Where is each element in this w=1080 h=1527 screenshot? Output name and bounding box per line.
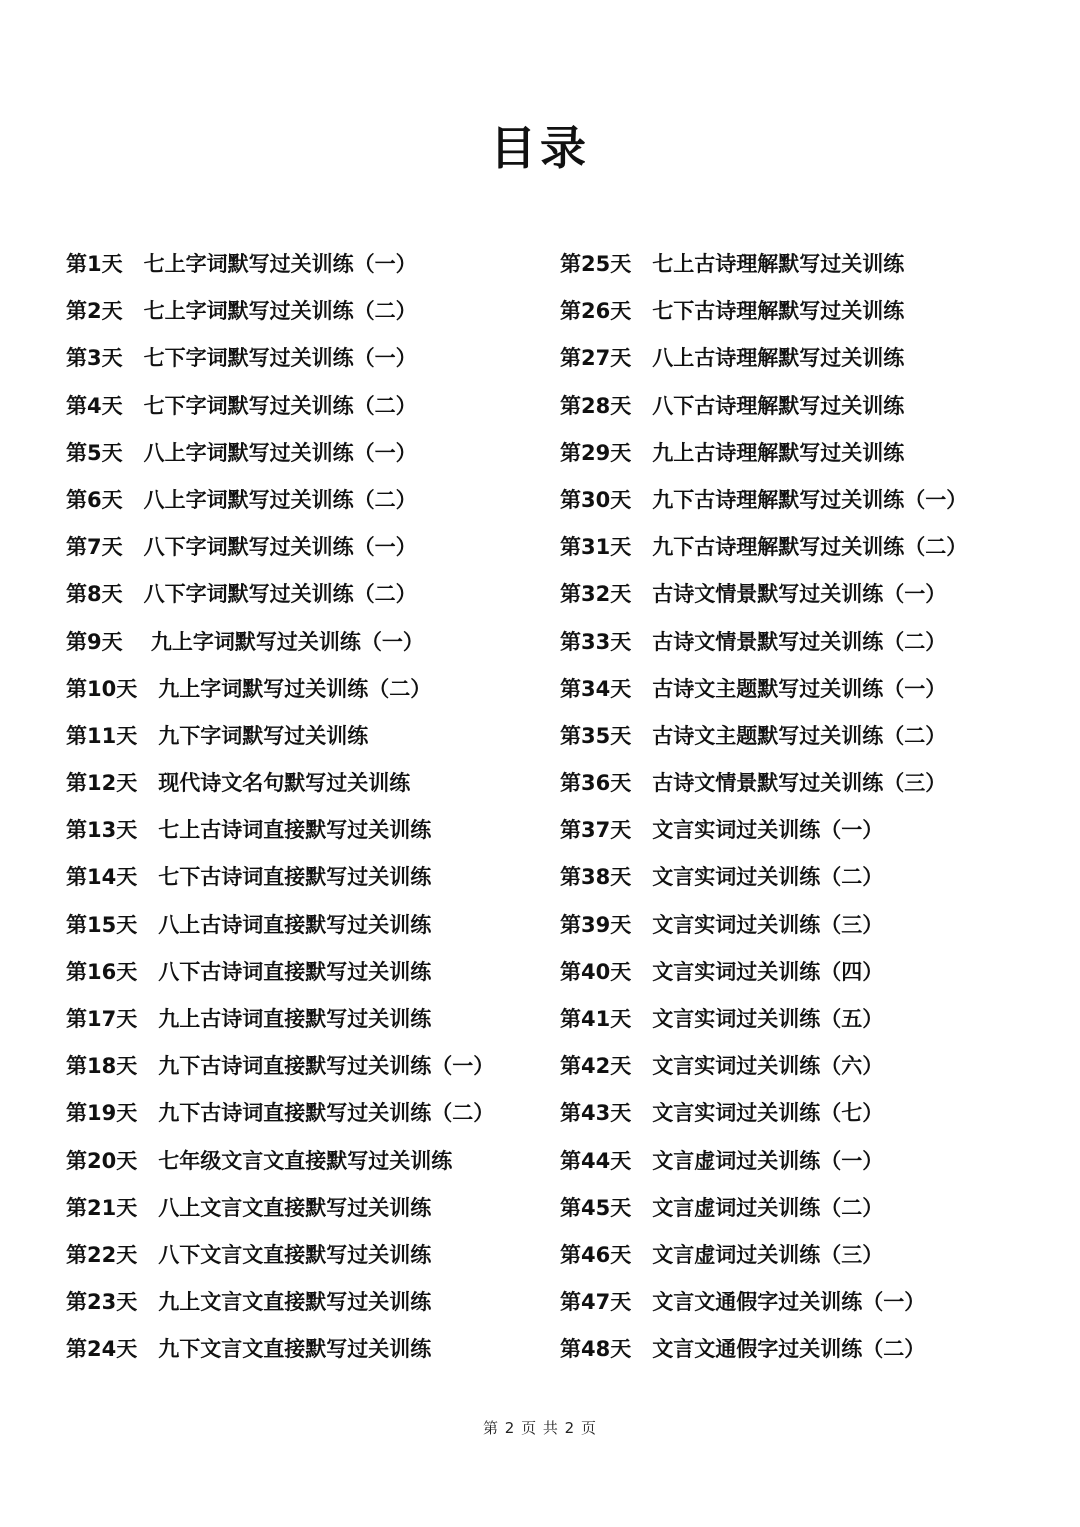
toc-entry[interactable]: 第5天 八上字词默写过关训练（一） bbox=[66, 440, 417, 465]
toc-entry[interactable]: 第27天 八上古诗理解默写过关训练 bbox=[560, 346, 905, 371]
toc-entry[interactable]: 第7天 八下字词默写过关训练（一） bbox=[66, 535, 417, 560]
toc-entry[interactable]: 第43天 文言实词过关训练（七） bbox=[560, 1101, 884, 1126]
toc-entry[interactable]: 第14天 七下古诗词直接默写过关训练 bbox=[66, 865, 432, 890]
toc-entry[interactable]: 第47天 文言文通假字过关训练（一） bbox=[560, 1290, 926, 1315]
toc-entry[interactable]: 第20天 七年级文言文直接默写过关训练 bbox=[66, 1148, 453, 1173]
toc-entry[interactable]: 第36天 古诗文情景默写过关训练（三） bbox=[560, 771, 947, 796]
toc-entry[interactable]: 第8天 八下字词默写过关训练（二） bbox=[66, 582, 417, 607]
toc-entry[interactable]: 第15天 八上古诗词直接默写过关训练 bbox=[66, 912, 432, 937]
toc-entry[interactable]: 第6天 八上字词默写过关训练（二） bbox=[66, 487, 417, 512]
toc-entry[interactable]: 第11天 九下字词默写过关训练 bbox=[66, 723, 369, 748]
toc-entry[interactable]: 第33天 古诗文情景默写过关训练（二） bbox=[560, 629, 947, 654]
toc-entry[interactable]: 第29天 九上古诗理解默写过关训练 bbox=[560, 440, 905, 465]
toc-entry[interactable]: 第39天 文言实词过关训练（三） bbox=[560, 912, 884, 937]
toc-entry[interactable]: 第37天 文言实词过关训练（一） bbox=[560, 818, 884, 843]
page-footer: 第 2 页 共 2 页 bbox=[483, 1419, 597, 1437]
toc-entry[interactable]: 第45天 文言虚词过关训练（二） bbox=[560, 1195, 884, 1220]
toc-entry[interactable]: 第46天 文言虚词过关训练（三） bbox=[560, 1242, 884, 1267]
toc-entry[interactable]: 第17天 九上古诗词直接默写过关训练 bbox=[66, 1007, 432, 1031]
toc-entry[interactable]: 第2天 七上字词默写过关训练（二） bbox=[66, 299, 417, 324]
toc-entry[interactable]: 第9天 九上字词默写过关训练（一） bbox=[66, 629, 424, 654]
toc-entry[interactable]: 第24天 九下文言文直接默写过关训练 bbox=[66, 1337, 432, 1362]
toc-entry[interactable]: 第32天 古诗文情景默写过关训练（一） bbox=[560, 582, 947, 607]
toc-entry[interactable]: 第19天 九下古诗词直接默写过关训练（二） bbox=[66, 1101, 495, 1126]
toc-entry[interactable]: 第44天 文言虚词过关训练（一） bbox=[560, 1148, 884, 1173]
toc-entry[interactable]: 第4天 七下字词默写过关训练（二） bbox=[66, 393, 417, 418]
toc-entry[interactable]: 第41天 文言实词过关训练（五） bbox=[560, 1007, 884, 1031]
toc-entry[interactable]: 第48天 文言文通假字过关训练（二） bbox=[560, 1337, 926, 1362]
toc-entry[interactable]: 第3天 七下字词默写过关训练（一） bbox=[66, 346, 417, 371]
toc-entry[interactable]: 第35天 古诗文主题默写过关训练（二） bbox=[560, 723, 947, 748]
toc-entry[interactable]: 第22天 八下文言文直接默写过关训练 bbox=[66, 1242, 432, 1267]
toc-entry[interactable]: 第26天 七下古诗理解默写过关训练 bbox=[560, 299, 905, 324]
toc-entry[interactable]: 第34天 古诗文主题默写过关训练（一） bbox=[560, 676, 947, 701]
toc-entry[interactable]: 第13天 七上古诗词直接默写过关训练 bbox=[66, 818, 432, 843]
toc-entry[interactable]: 第1天 七上字词默写过关训练（一） bbox=[66, 252, 417, 276]
toc-right-column bbox=[560, 241, 967, 1368]
toc-entry[interactable]: 第21天 八上文言文直接默写过关训练 bbox=[66, 1195, 432, 1220]
toc-entry[interactable]: 第31天 九下古诗理解默写过关训练（二） bbox=[560, 535, 968, 560]
toc-entry[interactable]: 第25天 七上古诗理解默写过关训练 bbox=[560, 252, 905, 276]
toc-entry[interactable]: 第40天 文言实词过关训练（四） bbox=[560, 959, 884, 984]
toc-entry[interactable]: 第16天 八下古诗词直接默写过关训练 bbox=[66, 959, 432, 984]
toc-entry[interactable]: 第38天 文言实词过关训练（二） bbox=[560, 865, 884, 890]
toc-entry[interactable]: 第12天 现代诗文名句默写过关训练 bbox=[66, 771, 411, 796]
toc-left-column bbox=[66, 241, 494, 1368]
toc-entry[interactable]: 第23天 九上文言文直接默写过关训练 bbox=[66, 1290, 432, 1315]
toc-entry[interactable]: 第10天 九上字词默写过关训练（二） bbox=[66, 676, 432, 701]
toc-entry[interactable]: 第18天 九下古诗词直接默写过关训练（一） bbox=[66, 1054, 495, 1079]
toc-entry[interactable]: 第28天 八下古诗理解默写过关训练 bbox=[560, 393, 905, 418]
page-title: 目录 bbox=[490, 121, 590, 175]
toc-entry[interactable]: 第30天 九下古诗理解默写过关训练（一） bbox=[560, 487, 968, 512]
toc-entry[interactable]: 第42天 文言实词过关训练（六） bbox=[560, 1054, 884, 1079]
